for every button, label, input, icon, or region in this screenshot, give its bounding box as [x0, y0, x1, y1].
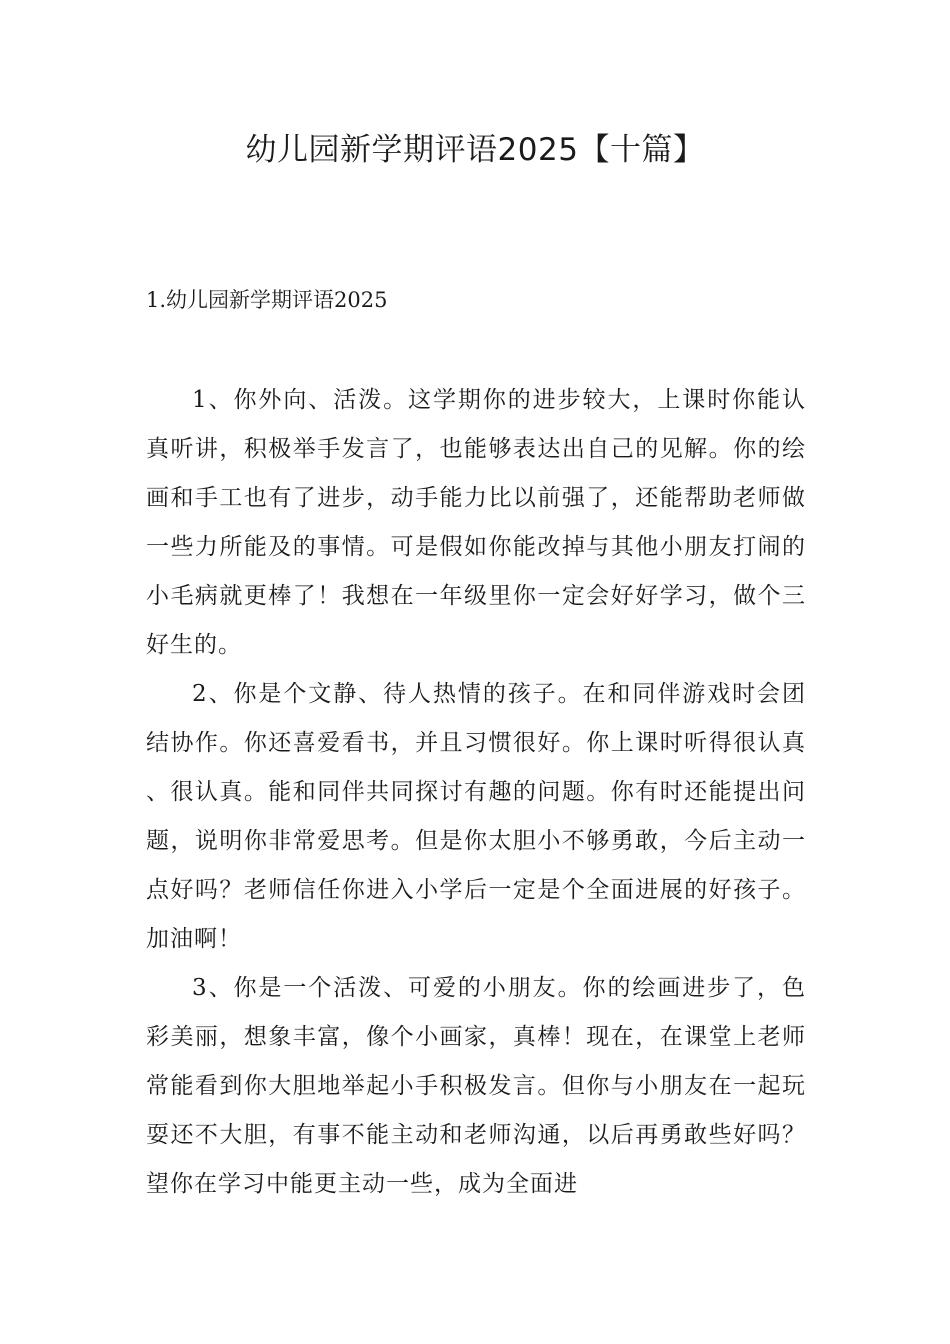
document-body: [146, 376, 806, 1209]
paragraph-3: 3、你是一个活泼、可爱的小朋友。你的绘画进步了，色彩美丽，想象丰富，像个小画家，真棒！现在，在课堂上老师常能看到你大胆地举起小手积极发言。但你与小朋友在一起玩耍还不大胆，有事不能主动和老师沟通，以后再勇敢些好吗？望你在学习中能更主动一些，成为全面进: [146, 975, 806, 1197]
section-heading: 1.幼儿园新学期评语2025: [146, 288, 388, 312]
document-title: 幼儿园新学期评语2025【十篇】: [245, 132, 705, 168]
paragraph-1: 1、你外向、活泼。这学期你的进步较大，上课时你能认真听讲，积极举手发言了，也能够表达出自己的见解。你的绘画和手工也有了进步，动手能力比以前强了，还能帮助老师做一些力所能及的事情。可是假如你能改掉与其他小朋友打闹的小毛病就更棒了！我想在一年级里你一定会好好学习，做个三好生的。: [146, 387, 806, 658]
paragraph-2: 2、你是个文静、待人热情的孩子。在和同伴游戏时会团结协作。你还喜爱看书，并且习惯很好。你上课时听得很认真、很认真。能和同伴共同探讨有趣的问题。你有时还能提出问题，说明你非常爱思考。但是你太胆小不够勇敢，今后主动一点好吗？老师信任你进入小学后一定是个全面进展的好孩子。加油啊！: [146, 681, 806, 952]
